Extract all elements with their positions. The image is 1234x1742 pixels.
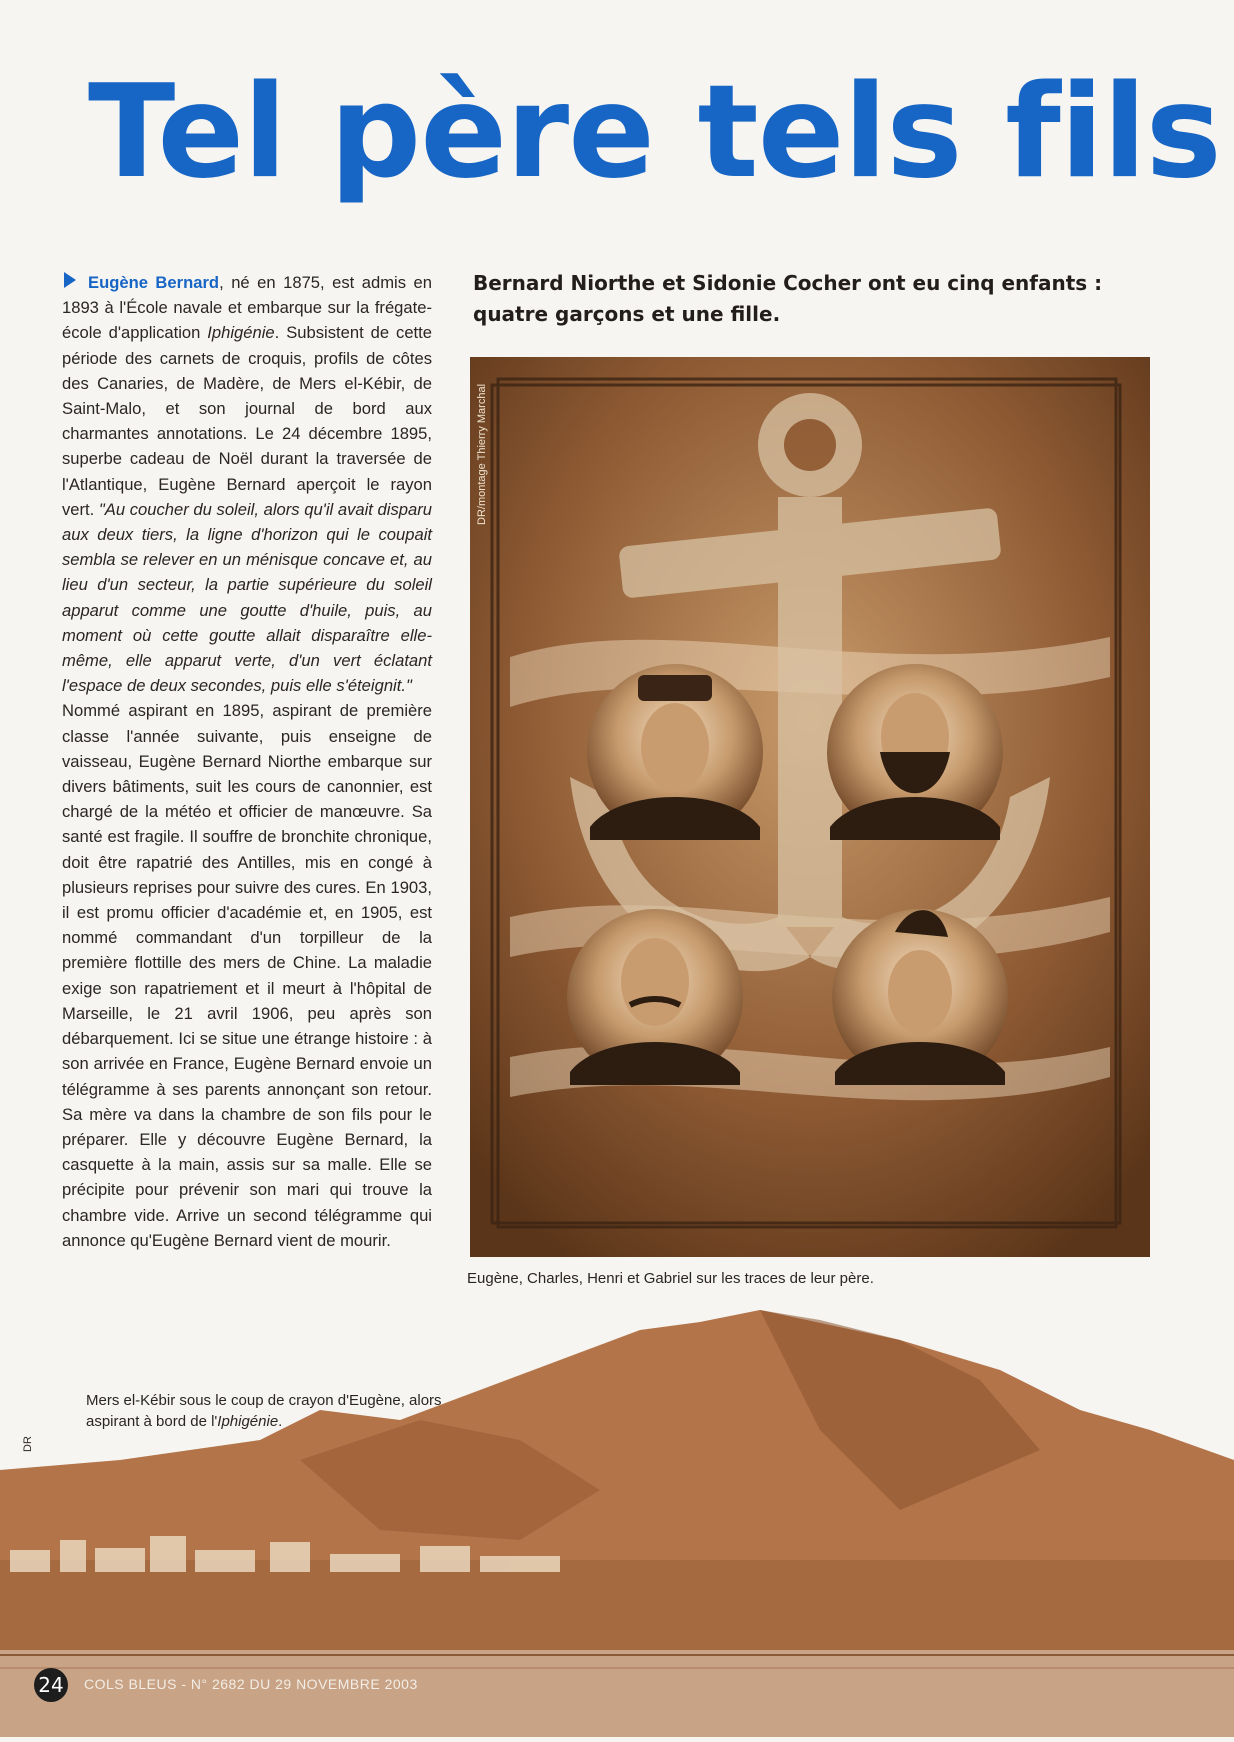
portrait-eugene bbox=[587, 664, 763, 840]
mers-el-kebir-sketch bbox=[0, 1310, 1234, 1737]
photo-caption: Eugène, Charles, Henri et Gabriel sur les traces de leur père. bbox=[467, 1270, 874, 1287]
lead-text-a: , né en 1875, est admis en 1893 à l'École navale et embarque sur la frégate-école d'application bbox=[62, 273, 432, 343]
sketch-caption-text-a: Mers el-Kébir sous le coup de crayon d'Eugène, alors aspirant à bord de l' bbox=[86, 1392, 442, 1430]
page-title: Tel père tels fils bbox=[88, 58, 1221, 207]
photo-credit: DR/montage Thierry Marchal bbox=[476, 383, 488, 525]
page-number: 24 bbox=[34, 1668, 68, 1702]
montage-illustration bbox=[470, 357, 1150, 1257]
green-ray-quote: "Au coucher du soleil, alors qu'il avait disparu aux deux tiers, la ligne d'horizon qui le coupait sembla se relever en un ménisque concave et, au lieu d'un secteur, la partie supérieure du soleil apparut comme une goutte d'huile, puis, au moment où cette goutte allait disparaître elle-même, elle apparut verte, d'un vert éclatant l'espace de deux secondes, puis elle s'éteignit." bbox=[62, 499, 432, 696]
lead-paragraph bbox=[62, 270, 432, 698]
portrait-charles bbox=[827, 664, 1003, 840]
lead-text-b: . Subsistent de cette période des carnets de croquis, profils de côtes des Canaries, de Madère, de Mers el-Kébir, de Saint-Malo, et son journal de bord aux charmantes annotations. Le 24 décembre 1895, superbe cadeau de Noël durant la traversée de l'Atlantique, Eugène Bernard aperçoit le rayon vert. bbox=[62, 323, 432, 519]
subheading: Bernard Niorthe et Sidonie Cocher ont eu cinq enfants : quatre garçons et une fille. bbox=[473, 271, 1103, 326]
bullet-arrow-icon bbox=[64, 272, 76, 288]
portrait-gabriel bbox=[832, 909, 1008, 1085]
publication-footer: COLS BLEUS - N° 2682 DU 29 NOVEMBRE 2003 bbox=[84, 1676, 418, 1692]
body-column bbox=[62, 270, 432, 1253]
sketch-credit: DR bbox=[22, 1436, 34, 1452]
coastline-drawing bbox=[0, 1310, 1234, 1737]
sketch-caption bbox=[86, 1390, 446, 1432]
portrait-henri bbox=[567, 909, 743, 1085]
career-paragraph: Nommé aspirant en 1895, aspirant de première classe l'année suivante, puis enseigne de vaisseau, Eugène Bernard Niorthe embarque sur divers bâtiments, suit les cours de canonnier, est chargé de la météo et officier de manœuvre. Sa santé est fragile. Il souffre de bronchite chronique, doit être rapatrié des Antilles, mis en congé à plusieurs reprises pour suivre des cures. En 1903, il est promu officier d'académie et, en 1905, est nommé commandant d'un torpilleur de la première flottille des mers de Chine. La maladie exige son rapatriement et il meurt à l'hôpital de Marseille, le 21 avril 1906, peu après son débarquement. Ici se situe une étrange histoire : à son arrivée en France, Eugène Bernard envoie un télégramme à ses parents annonçant son retour. Sa mère va dans la chambre de son fils pour le préparer. Elle y découvre Eugène Bernard, la casquette à la main, assis sur sa malle. Elle se précipite pour prévenir son mari qui trouve la chambre vide. Arrive un second télégramme qui annonce qu'Eugène Bernard vient de mourir. bbox=[62, 701, 432, 1250]
lead-ship-name: Iphigénie bbox=[207, 323, 275, 343]
sketch-caption-text-b: . bbox=[278, 1413, 283, 1430]
lead-name: Eugène Bernard bbox=[88, 273, 220, 292]
sketch-caption-ship: Iphigénie bbox=[217, 1413, 279, 1430]
family-montage-photo bbox=[470, 357, 1150, 1257]
